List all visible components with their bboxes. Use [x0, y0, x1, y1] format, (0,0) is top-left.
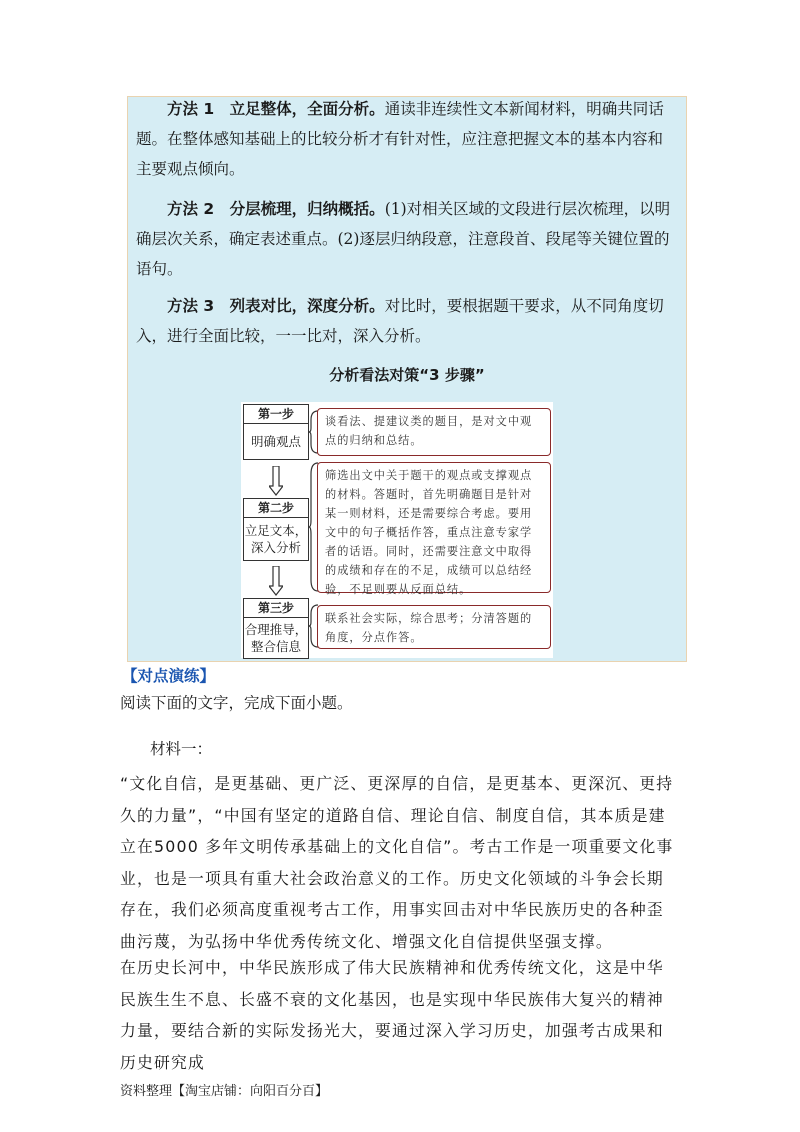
step-2-name: 立足文本，深入分析	[244, 523, 308, 555]
step-3-box	[243, 598, 309, 659]
section-tag: 【对点演练】	[122, 667, 216, 685]
step-3-head: 第三步	[244, 599, 308, 618]
material-paragraph-1	[120, 768, 680, 957]
method-1-text: 通读非连续性文本新闻材料，明确共同话题。在整体感知基础上的比较分析才有针对性，应注意把握文本的基本内容和主要观点倾向。	[136, 100, 664, 178]
down-arrow-icon	[269, 566, 283, 596]
paragraph-2-text: 在历史长河中，中华民族形成了伟大民族精神和优秀传统文化，这是中华民族生生不息、长盛不衰的文化基因，也是实现中华民族伟大复兴的精神力量，要结合新的实际发扬光大，要通过深入学习历史，加强考古成果和历史研究成	[120, 958, 664, 1072]
method-2-lead: 方法 2 分层梳理，归纳概括。	[167, 200, 385, 218]
material-paragraph-2	[120, 952, 680, 1078]
method-2-text: (1)对相关区域的文段进行层次梳理，以明确层次关系，确定表述重点。(2)逐层归纳段意，注意段首、段尾等关键位置的语句。	[136, 200, 671, 278]
step-1-head: 第一步	[244, 405, 308, 424]
paragraph-1-text: “文化自信，是更基础、更广泛、更深厚的自信，是更基本、更深沉、更持久的力量”，“中国有坚定的道路自信、理论自信、制度自信，其本质是建立在5000 多年文明传承基础上的文化自信”。考古工作是一项重要文化事业，也是一项具有重大社会政治意义的工作。历史文化领域的斗争会长期存在，我们必须高度重视考古工作，用事实回击对中华民族历史的各种歪曲污蔑，为弘扬中华优秀传统文化、增强文化自信提供坚强支撑。	[120, 774, 674, 951]
step-3-name: 合理推导，整合信息	[244, 622, 308, 654]
method-3-paragraph	[136, 291, 676, 351]
step-3-description: 联系社会实际，综合思考；分清答题的角度，分点作答。	[317, 605, 551, 649]
steps-title: 分析看法对策“3 步骤”	[329, 366, 485, 384]
down-arrow-icon	[269, 466, 283, 496]
step-1-description: 谈看法、提建议类的题目，是对文中观点的归纳和总结。	[317, 408, 551, 456]
method-1-lead: 方法 1 立足整体，全面分析。	[167, 100, 385, 118]
step-2-box	[243, 498, 309, 561]
step-2-head: 第二步	[244, 499, 308, 518]
method-2-paragraph	[136, 194, 676, 284]
step-1-box	[243, 404, 309, 460]
step-2-description: 筛选出文中关于题干的观点或支撑观点的材料。答题时，首先明确题目是针对某一则材料，还是需要综合考虑。要用文中的句子概括作答，重点注意专家学者的话语。同时，还需要注意文中取得的成绩和存在的不足，成绩可以总结经验，不足则要从反面总结。	[317, 462, 551, 593]
material-label: 材料一：	[150, 740, 213, 758]
method-3-lead: 方法 3 列表对比，深度分析。	[167, 297, 385, 315]
method-3-text: 对比时，要根据题干要求，从不同角度切入，进行全面比较，一一比对，深入分析。	[136, 297, 664, 345]
step-1-name: 明确观点	[250, 434, 301, 449]
footer-text: 资料整理【淘宝店铺：向阳百分百】	[120, 1084, 329, 1099]
instruction-text: 阅读下面的文字，完成下面小题。	[120, 694, 353, 712]
method-1-paragraph	[136, 94, 676, 184]
